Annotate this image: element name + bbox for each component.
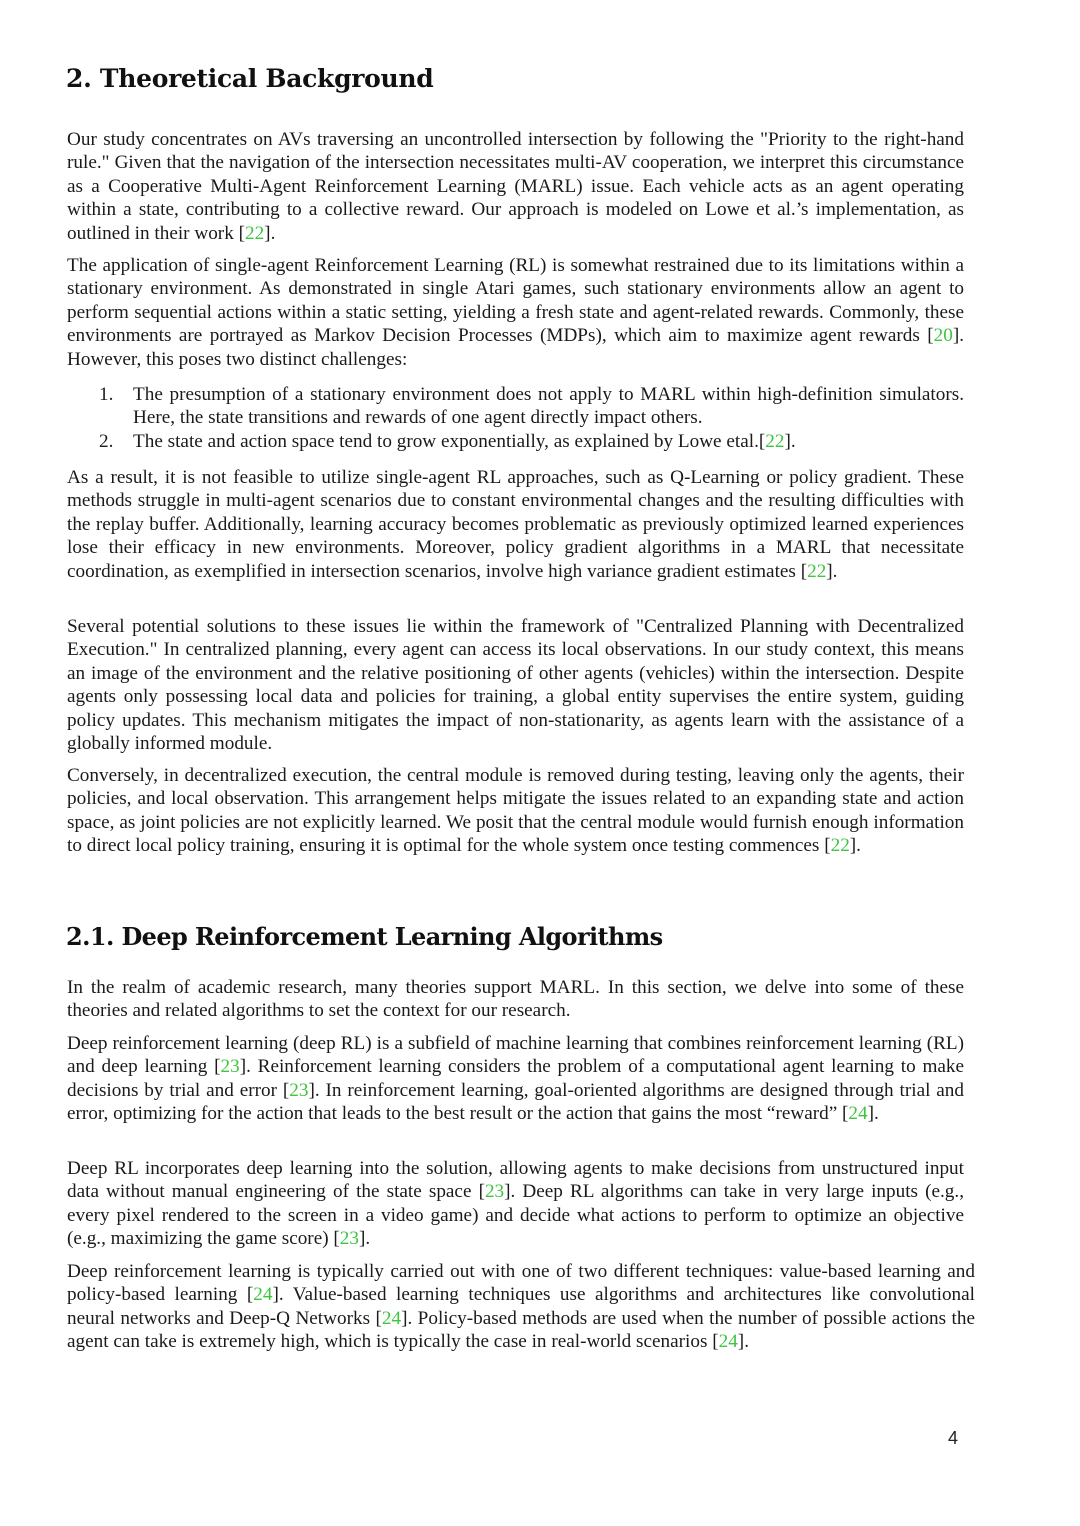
citation-link[interactable]: 23 [484, 1181, 505, 1203]
list-item [67, 383, 964, 430]
citation-link[interactable]: 20 [933, 325, 953, 347]
citation-link[interactable]: 24 [848, 1103, 868, 1125]
paragraph-intro: Our study concentrates on AVs traversing an uncontrolled intersection by following the "Priority to the right-hand rule." Given that the navigation of the intersection necessitates multi-AV cooperation, we interpret this circumstance as a Cooperative Multi-Agent Reinforcement Learning (MARL) issue. Each vehicle acts as an agent operating within a state, contributing to a collective reward. Our approach is modeled on Lowe et al.’s implementation, as outlined in their work [22]. [67, 129, 964, 244]
citation-link[interactable]: 23 [289, 1079, 309, 1101]
list-number: 1. [99, 384, 114, 405]
citation-link[interactable]: 24 [718, 1331, 738, 1353]
paragraph-text: . [365, 1228, 371, 1250]
paragraph-centralized-planning [67, 615, 964, 755]
citation-link[interactable]: 22 [765, 430, 785, 452]
challenges-list [67, 383, 964, 453]
paragraph-text: Our study concentrates on AVs traversing an uncontrolled intersection by following the "Priority to the right-hand rule." Given that the navigation of the intersection necessitates multi-AV cooperation, we interpret this circumstance as a Cooperative Multi-Agent Reinforcement Learning (MARL) issue. Each vehicle acts as an agent operating within a state, contributing to a collective reward. Our approach is modeled on Lowe et al.’s implementation, as outlined in their work [67, 129, 964, 244]
paragraph-tail: . [856, 835, 861, 857]
paragraph-text: In the realm of academic research, many theories support MARL. In this section, we delve into some of these theories and related algorithms to set the context for our research. [67, 977, 964, 1022]
paragraph-text: Several potential solutions to these issues lie within the framework of "Centralized Planning with Decentralized Execution." In centralized planning, every agent can access its local observations. In our study context, this means an image of the environment and the relative positioning of other agents (vehicles) within the intersection. Despite agents only possessing local data and policies for training, a global entity supervises the entire system, guiding policy updates. This mechanism mitigates the impact of non-stationarity, as agents learn with the assistance of a globally informed module. [67, 616, 964, 755]
list-item-text: The presumption of a stationary environment does not apply to MARL within high-definition simulators. Here, the state transitions and rewards of one agent directly impact others. [133, 384, 964, 429]
paragraph-single-agent-rl: The application of single-agent Reinforcement Learning (RL) is somewhat restrained due to its limitations within a stationary environment. As demonstrated in single Atari games, such stationary environments allow an agent to perform sequential actions within a static setting, yielding a fresh state and agent-related rewards. Commonly, these environments are portrayed as Markov Decision Processes (MDPs), which aim to maximize agent rewards [20]. However, this poses two distinct challenges: [67, 255, 964, 370]
paragraph-text: . Reinforcement learning considers the problem of a computational agent learning to make decisions by trial and error [67, 1056, 964, 1101]
list-item-text: The state and action space tend to grow exponentially, as explained by Lowe etal. [133, 430, 759, 452]
citation-link[interactable]: 22 [807, 560, 827, 582]
paragraph-deep-rl-techniques: Deep reinforcement learning is typically carried out with one of two different techniques: value-based learning and policy-based learning [24]. Value-based learning techniques use algorithms and architectures like convolutional neural networks and Deep-Q Networks [24]. Policy-based methods are used when the number of possible actions the agent can take is extremely high, which is typically the case in real-world scenarios [24]. [67, 1261, 975, 1353]
list-item-tail: . [790, 430, 796, 452]
subsection-heading: 2.1. Deep Reinforcement Learning Algorithms [66, 922, 663, 951]
paragraph-decentralized-execution: Conversely, in decentralized execution, the central module is removed during testing, leaving only the agents, their policies, and local observation. This arrangement helps mitigate the issues related to an expanding state and action space, as joint policies are not explicitly learned. We posit that the central module would furnish enough information to direct local policy training, ensuring it is optimal for the whole system once testing commences [22]. [67, 765, 964, 857]
citation-link[interactable]: 22 [244, 222, 265, 244]
section-heading: 2. Theoretical Background [66, 64, 434, 93]
paragraph-text: Conversely, in decentralized execution, the central module is removed during testing, leaving only the agents, their policies, and local observation. This arrangement helps mitigate the issues related to an expanding state and action space, as joint policies are not explicitly learned. We posit that the central module would furnish enough information to direct local policy training, ensuring it is optimal for the whole system once testing commences [67, 765, 964, 857]
paragraph-text: As a result, it is not feasible to utilize single-agent RL approaches, such as Q-Learning or policy gradient. These methods struggle in multi-agent scenarios due to constant environmental changes and the resulting difficulties with the replay buffer. Additionally, learning accuracy becomes problematic as previously optimized learned experiences lose their efficacy in new environments. Moreover, policy gradient algorithms in a MARL that necessitate coordination, as exemplified in intersection scenarios, involve high variance gradient estimates [67, 467, 964, 582]
citation-link[interactable]: 22 [830, 835, 850, 857]
paragraph-as-a-result: As a result, it is not feasible to utilize single-agent RL approaches, such as Q-Learning or policy gradient. These methods struggle in multi-agent scenarios due to constant environmental changes and the resulting difficulties with the replay buffer. Additionally, learning accuracy becomes problematic as previously optimized learned experiences lose their efficacy in new environments. Moreover, policy gradient algorithms in a MARL that necessitate coordination, as exemplified in intersection scenarios, involve high variance gradient estimates [22]. [67, 467, 964, 582]
citation-link[interactable]: 24 [381, 1307, 402, 1329]
paragraph-tail: . However, this poses two distinct challenges: [67, 325, 964, 370]
paragraph-tail: . [270, 222, 276, 244]
list-number: 2. [99, 430, 114, 452]
paragraph-text: . In reinforcement learning, goal-oriented algorithms are designed through trial and error, optimizing for the action that leads to the best result or the action that gains the most “reward” [67, 1079, 964, 1125]
paragraph-deep-rl-incorporates: Deep RL incorporates deep learning into the solution, allowing agents to make decisions from unstructured input data without manual engineering of the state space [23]. Deep RL algorithms can take in very large inputs (e.g., every pixel rendered to the screen in a video game) and decide what actions to perform to optimize an objective (e.g., maximizing the game score) [23]. [67, 1158, 964, 1250]
paragraph-text: Deep reinforcement learning (deep RL) is a subfield of machine learning that combines reinforcement learning (RL) and deep learning [67, 1033, 964, 1078]
paragraph-text: Deep RL incorporates deep learning into the solution, allowing agents to make decisions from unstructured input data without manual engineering of the state space [67, 1158, 964, 1203]
citation-link[interactable]: 23 [220, 1056, 240, 1078]
paragraph-subsection-intro [67, 976, 964, 1023]
paragraph-text: . Value-based learning techniques use algorithms and architectures like convolutional neural networks and Deep-Q Networks [67, 1284, 975, 1329]
citation-link[interactable]: 24 [253, 1284, 273, 1306]
paragraph-text: . Deep RL algorithms can take in very large inputs (e.g., every pixel rendered to the screen in a video game) and decide what actions to perform to optimize an objective (e.g., maximizing the game score) [67, 1181, 964, 1250]
paragraph-tail: . [832, 560, 838, 582]
paragraph-text: Deep reinforcement learning is typically carried out with one of two different techniques: value-based learning and policy-based learning [67, 1261, 975, 1306]
citation-link[interactable]: 23 [339, 1228, 359, 1250]
paragraph-text: . Policy-based methods are used when the number of possible actions the agent can take is extremely high, which is typically the case in real-world scenarios [67, 1307, 975, 1353]
list-item: 2. The state and action space tend to grow exponentially, as explained by Lowe etal.[22]. [99, 430, 796, 452]
paragraph-text: The application of single-agent Reinforcement Learning (RL) is somewhat restrained due to its limitations within a stationary environment. As demonstrated in single Atari games, such stationary environments allow an agent to perform sequential actions within a static setting, yielding a fresh state and agent-related rewards. Commonly, these environments are portrayed as Markov Decision Processes (MDPs), which aim to maximize agent rewards [67, 255, 964, 347]
paragraph-text: . [744, 1331, 749, 1353]
paragraph-deep-rl-definition: Deep reinforcement learning (deep RL) is a subfield of machine learning that combines reinforcement learning (RL) and deep learning [23]. Reinforcement learning considers the problem of a computational agent learning to make decisions by trial and error [23]. In reinforcement learning, goal-oriented algorithms are designed through trial and error, optimizing for the action that leads to the best result or the action that gains the most “reward” [24]. [67, 1033, 964, 1125]
page-number: 4 [948, 1428, 959, 1448]
paragraph-text: . [873, 1103, 879, 1125]
